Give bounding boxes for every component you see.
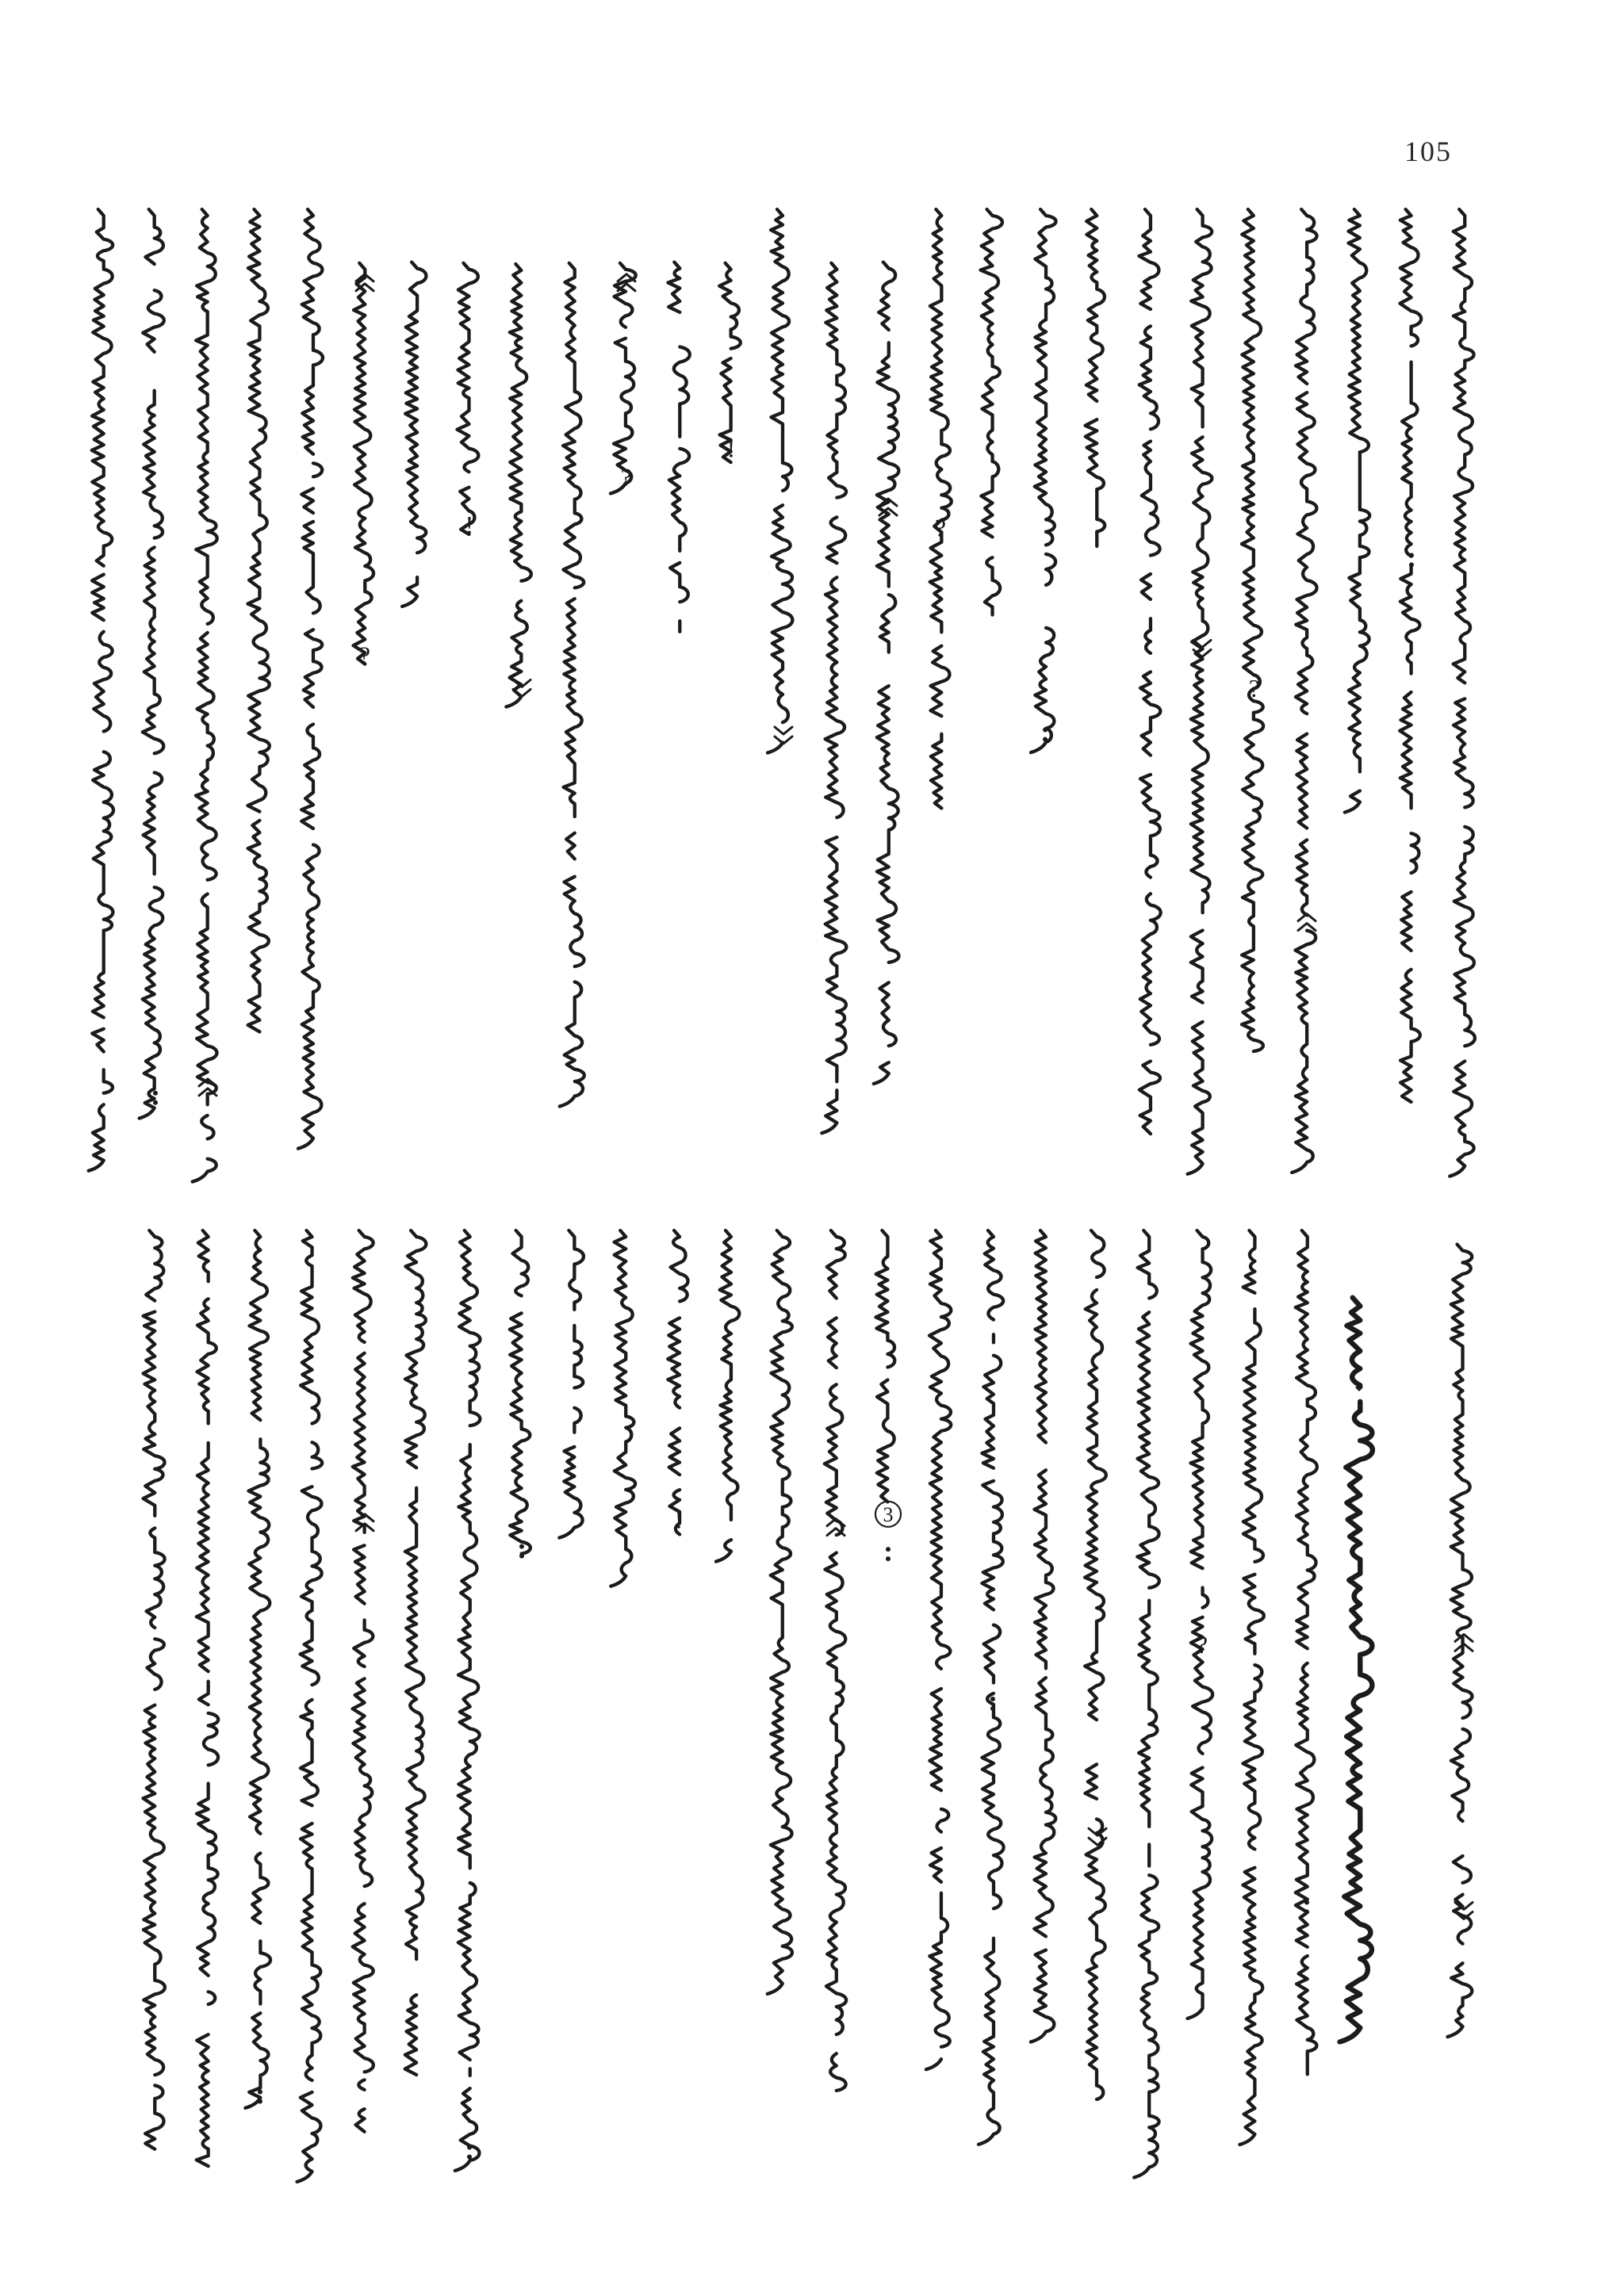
mongolian-colon-mark: [1304, 1900, 1309, 1915]
svg-text:?: ?: [620, 462, 633, 492]
mongolian-text-column: [874, 262, 899, 1084]
question-mark: [359, 641, 370, 669]
mongolian-text-column: [1292, 209, 1316, 1173]
mongolian-text-column: [298, 209, 323, 1149]
mongolian-text-column: [611, 1230, 635, 1586]
mongolian-text-column: [353, 1230, 373, 2132]
svg-text:3: 3: [883, 1502, 894, 1526]
mongolian-text-column: [455, 1230, 481, 2171]
mongolian-text-column: [825, 1230, 846, 2104]
mongolian-colon-mark: [519, 1544, 524, 1559]
mongolian-text-column: [1031, 209, 1056, 752]
mongolian-text-column: [768, 1230, 792, 1994]
mongolian-text-column: [89, 209, 113, 1171]
mongolian-text-column: [1239, 1230, 1263, 2145]
mongolian-colon-mark: [1409, 553, 1414, 567]
mongolian-text-column: [140, 209, 164, 1119]
mongolian-text-column: [668, 262, 689, 632]
mongolian-text-column: [1242, 209, 1263, 1051]
mongolian-colon-mark: [886, 1547, 891, 1561]
svg-text:!: !: [726, 434, 736, 463]
mongolian-text-column: [510, 1230, 530, 1554]
mongolian-text-column: [926, 1230, 951, 2069]
mongolian-text-column: [559, 1230, 584, 1538]
svg-text:?: ?: [934, 513, 947, 542]
exclamation-mark: [465, 511, 474, 539]
mongolian-text-column: [506, 264, 531, 707]
mongolian-text-column: [402, 262, 426, 607]
mongolian-text-column: [457, 263, 478, 534]
question-mark: [935, 514, 946, 542]
mongolian-text-column: [668, 1230, 688, 1534]
question-mark: [621, 462, 632, 491]
mongolian-text-column: [405, 1230, 427, 2075]
mongolian-text-column: [768, 209, 793, 753]
svg-text:?: ?: [358, 641, 371, 670]
mongolian-text-column: [560, 263, 584, 1107]
svg-text:!: !: [465, 511, 474, 540]
mongolian-text-column: [1188, 209, 1212, 1174]
svg-text:!: !: [674, 1505, 684, 1534]
mongolian-text-column: [611, 263, 636, 494]
mongolian-text-column: [981, 209, 1002, 615]
mongolian-text-column: [876, 1230, 895, 1502]
mongolian-colon-mark: [1043, 728, 1048, 742]
mongolian-text-column: [719, 263, 741, 462]
svg-text:?: ?: [1196, 1630, 1208, 1659]
exclamation-mark: [675, 1506, 684, 1534]
mongolian-text-column: [1134, 1230, 1159, 2178]
mongolian-text-column: [1345, 209, 1369, 813]
mongolian-text-column: [1400, 209, 1421, 1102]
mongolian-text-column: [1296, 1230, 1317, 2074]
mongolian-text-column: [245, 1230, 270, 2108]
section-heading-column: [1340, 1298, 1373, 2042]
mongolian-text-column: [247, 209, 269, 1031]
mongolian-text-column: [1139, 209, 1160, 1134]
mongolian-text-column: [716, 1230, 739, 1562]
mongolian-text-column: [1450, 209, 1475, 1177]
page-number: 105: [1404, 136, 1452, 167]
mongolian-text-column: [297, 1230, 323, 2182]
mongolian-text-column: [979, 1230, 1004, 2145]
mongolian-text-column: [822, 263, 846, 1133]
mongolian-text-column: [1448, 1245, 1473, 2038]
mongolian-text-column: [930, 209, 952, 808]
exclamation-mark: [727, 434, 736, 463]
mongolian-text-column: [143, 1230, 164, 2149]
svg-text:?: ?: [1248, 674, 1261, 702]
mongolian-text-column: [1188, 1230, 1213, 2019]
footnote-ref-3-marker: [875, 1502, 901, 1527]
question-mark: [1197, 1630, 1208, 1659]
question-mark: [1249, 674, 1260, 702]
mongolian-text-column: [1031, 1230, 1055, 2042]
mongolian-text-column: [197, 1230, 219, 2166]
mongolian-text-column: [354, 263, 374, 664]
mongolian-text-column: [1085, 1230, 1106, 2099]
mongolian-colon-mark: [467, 2145, 472, 2160]
mongolian-text-column: [193, 209, 217, 1182]
mongolian-text-column: [1086, 209, 1105, 546]
